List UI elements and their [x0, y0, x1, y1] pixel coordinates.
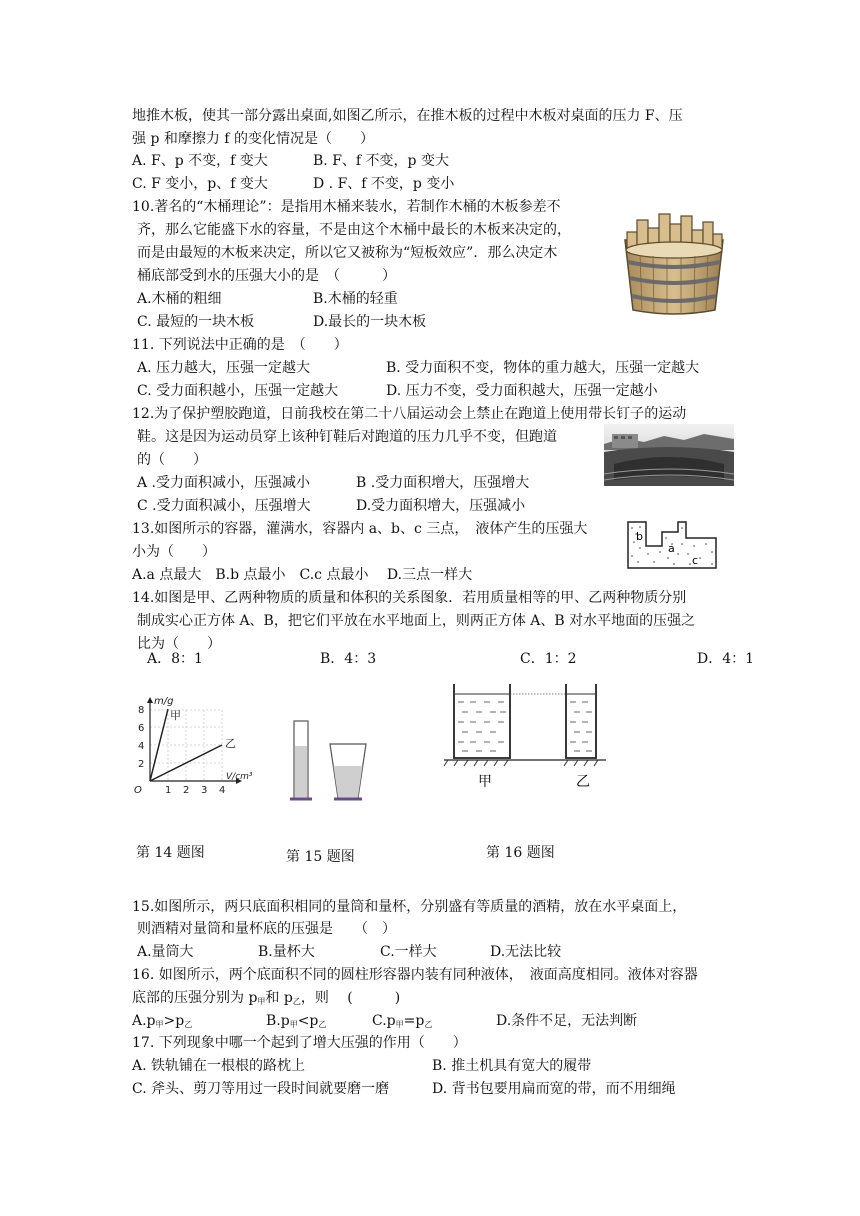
q12-stem-line2: 鞋。这是因为运动员穿上该种钉鞋后对跑道的压力几乎不变，但跑道: [137, 429, 557, 445]
q14-mass-volume-graph: [128, 695, 258, 800]
q17-option-a: A. 铁轨铺在一根根的路枕上: [132, 1058, 306, 1074]
series-label-jia: 甲: [170, 709, 181, 722]
q16b-sub-jia: 甲: [289, 1020, 298, 1029]
subscript-jia: 甲: [257, 997, 266, 1006]
q10-stem-line2: 齐，那么它能盛下水的容量，不是由这个木桶中最长的木板来决定的，: [137, 222, 571, 238]
series-line-jia: [150, 709, 168, 781]
q13-stem-line2: 小为（ ）: [132, 544, 216, 560]
q16a-sub-yi: 乙: [184, 1020, 193, 1029]
x-tick-4: 4: [219, 785, 226, 796]
q14-option-c: C．1：2: [520, 651, 577, 667]
q17-option-d: D. 背书包要用扁而宽的带，而不用细绳: [432, 1081, 676, 1097]
q13-options: A.a 点最大 B.b 点最小 C.c 点最小 D.三点一样大: [132, 567, 473, 583]
q17-option-c: C. 斧头、剪刀等用过一段时间就要磨一磨: [132, 1081, 390, 1097]
point-b-label: b: [636, 530, 643, 543]
q14-option-d: D．4：1: [697, 651, 755, 667]
q9-option-d: D . F、f 不变，p 变小: [313, 176, 455, 192]
q12-option-a: A .受力面积减小，压强减小: [137, 475, 311, 491]
q15-option-d: D.无法比较: [490, 944, 562, 960]
q16-stem-line1: 16. 如图所示，两个底面积不同的圆柱形容器内装有同种液体， 液面高度相同。液体对容器: [132, 967, 698, 983]
q13-container-figure: [626, 518, 718, 570]
running-track-photo: [604, 424, 734, 486]
q12-option-d: D.受力面积增大，压强减小: [356, 498, 526, 514]
q16-option-b: [266, 1012, 326, 1034]
y-tick-2: 2: [138, 759, 145, 770]
q15-stem-line1: 15.如图所示，两只底面积相同的量筒和量杯，分别盛有等质量的酒精，放在水平桌面上，: [132, 899, 687, 915]
caption-fig16: 第 16 题图: [486, 845, 555, 861]
q13-stem-line1: 13.如图所示的容器，灌满水，容器内 a、b、c 三点， 液体产生的压强大: [132, 521, 588, 537]
q11-option-a: A. 压力越大，压强一定越大: [137, 360, 311, 376]
q17-option-b: B. 推土机具有宽大的履带: [432, 1058, 592, 1074]
q11-option-b: B. 受力面积不变，物体的重力越大，压强一定越大: [386, 360, 700, 376]
q9-option-a: A. F、p 不变，f 变大: [132, 153, 268, 169]
container-label-jia: 甲: [478, 774, 492, 790]
q9-stem-line2: 强 p 和摩擦力 f 的变化情况是（ ）: [132, 131, 374, 147]
q16a-p2: >p: [163, 1013, 185, 1029]
q12-stem-line3: 的（ ）: [137, 452, 207, 468]
y-tick-8: 8: [138, 705, 145, 716]
q15-option-b: B.量杯大: [258, 944, 315, 960]
q15-option-c: C.一样大: [380, 944, 437, 960]
q14-option-b: B．4：3: [320, 651, 377, 667]
q15-stem-line2: 则酒精对量筒和量杯底的压强是 （ ）: [137, 921, 396, 937]
q15-option-a: A.量筒大: [137, 944, 194, 960]
q10-stem-line3: 而是由最短的木板来决定，所以它又被称为“短板效应”．那么决定木: [137, 245, 558, 261]
q10-option-c: C. 最短的一块木板: [137, 314, 255, 330]
q16-stem-line2-part1: 底部的压强分别为 p: [132, 990, 258, 1006]
y-tick-4: 4: [138, 741, 145, 752]
point-c-label: c: [692, 554, 699, 567]
q14-stem-line3: 比为（ ）: [137, 636, 221, 652]
q16c-sub-yi: 乙: [424, 1020, 433, 1029]
q16c-p1: C.p: [372, 1013, 396, 1029]
q17-stem: 17. 下列现象中哪一个起到了增大压强的作用（ ）: [132, 1035, 467, 1051]
subscript-yi: 乙: [292, 997, 301, 1006]
q12-stem-line1: 12.为了保护塑胶跑道，日前我校在第二十八届运动会上禁止在跑道上使用带长钉子的运动: [132, 406, 687, 422]
q9-option-c: C. F 变小，p、f 变大: [132, 176, 268, 192]
x-tick-1: 1: [165, 785, 172, 796]
x-tick-3: 3: [201, 785, 208, 796]
q10-option-b: B.木桶的轻重: [313, 291, 398, 307]
q16-stem-line2: [132, 989, 400, 1011]
q16-stem-line2-part2: 和 p: [265, 990, 293, 1006]
q16-stem-line2-part3: ，则 ( ): [300, 990, 401, 1006]
q10-stem-line1: 10.著名的“木桶理论”：是指用木桶来装水，若制作木桶的木板参差不: [132, 199, 561, 215]
q15-cylinder-and-cup-figure: [288, 716, 372, 804]
q16a-sub-jia: 甲: [155, 1020, 164, 1029]
q11-option-d: D. 压力不变，受力面积越大，压强一定越小: [386, 383, 658, 399]
q16c-sub-jia: 甲: [395, 1020, 404, 1029]
q14-stem-line1: 14.如图是甲、乙两种物质的质量和体积的关系图象．若用质量相等的甲、乙两种物质分别: [132, 590, 687, 606]
q16-option-a: [132, 1012, 192, 1034]
container-label-yi: 乙: [576, 774, 590, 790]
q12-option-c: C .受力面积减小，压强增大: [137, 498, 311, 514]
q11-option-c: C. 受力面积越小，压强一定越大: [137, 383, 339, 399]
q9-option-b: B. F、f 不变，p 变大: [313, 153, 449, 169]
q16b-p1: B.p: [266, 1013, 290, 1029]
y-tick-6: 6: [138, 723, 145, 734]
q16-option-c: [372, 1012, 432, 1034]
caption-fig14: 第 14 题图: [136, 845, 205, 861]
q16b-p2: <p: [297, 1013, 319, 1029]
x-axis-label: V/cm³: [226, 772, 253, 782]
q16a-p1: A.p: [132, 1013, 156, 1029]
q16-containers-figure: [440, 680, 610, 790]
q11-stem: 11. 下列说法中正确的是 （ ）: [132, 337, 348, 353]
series-label-yi: 乙: [225, 737, 236, 750]
point-a-label: a: [668, 542, 675, 555]
q12-option-b: B .受力面积增大，压强增大: [356, 475, 530, 491]
q16-option-d: D.条件不足，无法判断: [496, 1013, 638, 1029]
x-tick-2: 2: [183, 785, 190, 796]
q16c-p2: =p: [403, 1013, 425, 1029]
q14-stem-line2: 制成实心正方体 A、B，把它们平放在水平地面上，则两正方体 A、B 对水平地面的压强之: [137, 613, 696, 629]
q16b-sub-yi: 乙: [318, 1020, 327, 1029]
q10-stem-line4: 桶底部受到水的压强大小的是 （ ）: [137, 268, 396, 284]
q14-option-a: A．8：1: [147, 651, 203, 667]
q10-option-a: A.木桶的粗细: [137, 291, 222, 307]
y-axis-label: m/g: [154, 696, 174, 707]
q9-stem-line1: 地推木板，使其一部分露出桌面,如图乙所示，在推木板的过程中木板对桌面的压力 F、压: [132, 108, 683, 124]
q10-option-d: D.最长的一块木板: [313, 314, 427, 330]
wooden-barrel-illustration: [615, 210, 733, 320]
origin-label: O: [134, 785, 142, 796]
caption-fig15: 第 15 题图: [286, 849, 355, 865]
